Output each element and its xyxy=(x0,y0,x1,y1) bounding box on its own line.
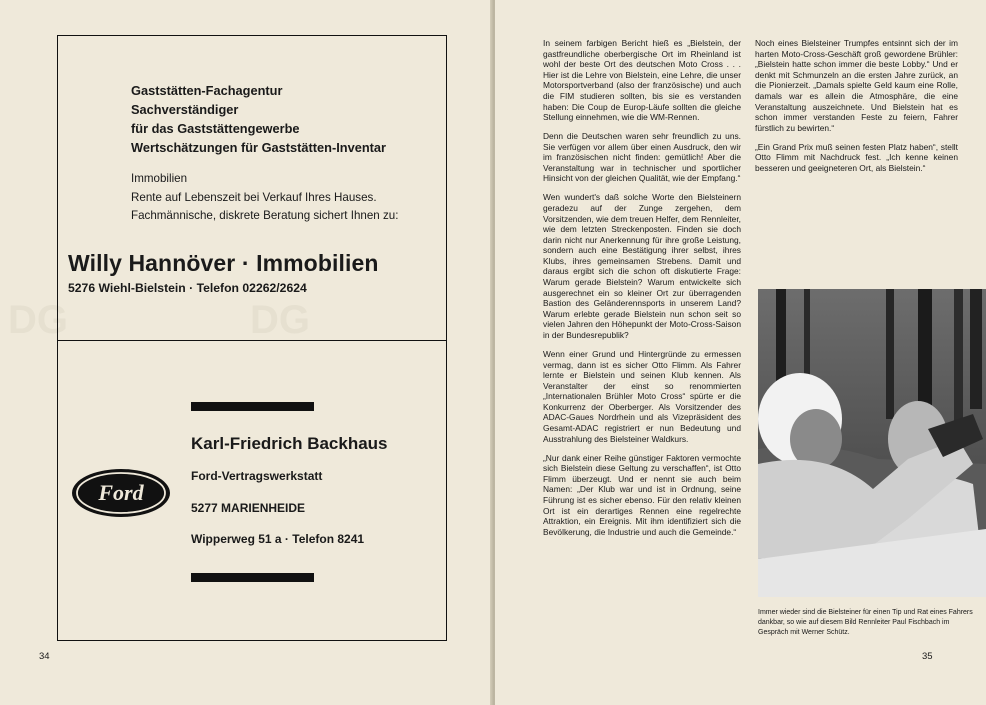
article-paragraph: Wen wundert's daß solche Worte den Bielsteinern geradezu auf der Zunge zergehen, dem Vorsitzenden, wie dem treuen Helfer, dem Rennleiter, wie dem letzten Streckenposten. Finden sie doch darin nicht nur Anerkennung für ihre große Leistung, sondern auch eine Bestätigung ihrer selbst, ihres Klubs, ihres gemeinsamen Strebens. Damit und daraus ergibt sich die schon oft diskutierte Frage: Warum gerade Bielstein? Warum entwickelte sich ausgerechnet ein so kleiner Ort zur überragenden Bastion des Geländerennsports in unserem Land? Warum erlebte gerade Bielstein nun schon seit so vielen Jahren den Höhepunkt der Moto-Cross-Saison in der Bundesrepublik? xyxy=(543,192,741,341)
ad-line: 5277 MARIENHEIDE xyxy=(191,501,306,515)
page-number: 34 xyxy=(39,651,50,662)
right-page xyxy=(495,0,986,705)
ad-company-name-backhaus: Karl-Friedrich Backhaus xyxy=(191,434,388,453)
advertisement-box xyxy=(57,35,447,641)
ad-line: Ford-Vertragswerkstatt xyxy=(191,469,323,483)
watermark: DG xyxy=(8,298,68,342)
article-paragraph: Wenn einer Grund und Hintergründe zu ermessen vermag, dann ist es sicher Otto Flimm. Als Fahrer lernte er Bielstein und seinen Klub kennen. Als Veranstalter der einst so renommierten „Internationalen Brühler Moto Cross“ spürte er die Konkurrenz der Oberberger. Als Vorsitzender des ADAC-Gaues Nordrhein und als Vizepräsident des Gesamt-ADAC registriert er nun Bedeutung und Ausstrahlung des Bielsteiner Waldkurs. xyxy=(543,348,741,444)
photo-caption: Immer wieder sind die Bielsteiner für einen Tip und Rat eines Fahrers dankbar, so wie auf diesem Bild Rennleiter Paul Fischbach im Gespräch mit Werner Schütz. xyxy=(758,609,973,636)
ad-line: Rente auf Lebenszeit bei Verkauf Ihres Hauses. xyxy=(131,190,377,204)
article-paragraph: „Nur dank einer Reihe günstiger Faktoren vermochte sich Bielstein diese Geltung zu verschaffen“, ist Otto Flimm überzeugt. Und er nennt sie auch beim Namen: „Der Klub war und ist in Ordnung, seine Führung ist es sicher ebenso. Für den relativ kleinen Ort ist ein derartiges Rennen eine regelrechte Attraktion, ein Ereignis. Mit ihm identifiziert sich die Bevölkerung, die Industrie und auch die Gemeinde.“ xyxy=(543,452,741,537)
watermark: DG xyxy=(250,298,310,342)
ad-bold-line: Wertschätzungen für Gaststätten-Inventar xyxy=(131,140,387,155)
ad-bold-line: für das Gaststättengewerbe xyxy=(131,121,300,136)
article-column-1 xyxy=(543,38,741,546)
ad-line: Immobilien xyxy=(131,172,188,185)
ad-address: 5276 Wiehl-Bielstein · Telefon 02262/2624 xyxy=(68,281,307,295)
ad-bold-line: Gaststätten-Fachagentur xyxy=(131,83,283,98)
ad-line: Fachmännische, diskrete Beratung sichert Ihnen zu: xyxy=(131,209,399,222)
ad-company-name: Willy Hannöver · Immobilien xyxy=(68,250,379,276)
ad-bar-bottom xyxy=(191,573,314,582)
ad-address: Wipperweg 51 a · Telefon 8241 xyxy=(191,532,365,546)
article-paragraph: Denn die Deutschen waren sehr freundlich zu uns. Sie verfügen vor allem über einen Ausdruck, den wir im französischen nicht finden: gemütlich! Aber die Veranstaltung war in technischer und sportlicher Hinsicht von der gleichen Qualität, wie der Empfang.“ xyxy=(543,131,741,184)
photo-riders-conversation xyxy=(758,289,986,597)
photo-image xyxy=(758,289,986,597)
article-column-2 xyxy=(755,38,958,182)
ford-logo-text: Ford xyxy=(98,480,144,505)
ford-logo xyxy=(71,468,171,518)
article-paragraph: Noch eines Bielsteiner Trumpfes entsinnt sich der im harten Moto-Cross-Geschäft groß gewordene Brühler: „Bielstein hatte schon immer die beste Lobby.“ Und er denkt mit Schmunzeln an die ersten Jahre zurück, an die Pionierzeit. „Damals spielte Geld kaum eine Rolle, damals war es allein die Atmosphäre, die eine Veranstaltung auszeichnete. Und Bielstein hat es schon immer verstanden Feste zu feiern, Fahrer fürstlich zu bewirten.“ xyxy=(755,38,958,133)
article-paragraph: In seinem farbigen Bericht hieß es „Bielstein, der gastfreundliche oberbergische Ort im Rheinland ist wohl der beste Ort des deutschen Moto Cross . . . Hier ist die Lehre von Bielstein, eine Lehre, die unser Motorsportverband (also der französische) und auch die FIM studieren sollten, bis sie es verstanden haben: Die Coup de Europ-Läufe sollten die gleiche Stellung einnehmen, wie die WM-Rennen. xyxy=(543,38,741,123)
ad-bold-line: Sachverständiger xyxy=(131,102,239,117)
left-page xyxy=(0,0,492,705)
ad-divider xyxy=(58,340,446,341)
article-paragraph: „Ein Grand Prix muß seinen festen Platz haben“, stellt Otto Flimm mit Nachdruck fest. „Ich kenne keinen besseren und geeigneteren Ort, als Bielstein.“ xyxy=(755,141,958,173)
advertisement-hannoever xyxy=(131,81,431,226)
page-number: 35 xyxy=(922,651,933,662)
ad-bar-top xyxy=(191,402,314,411)
